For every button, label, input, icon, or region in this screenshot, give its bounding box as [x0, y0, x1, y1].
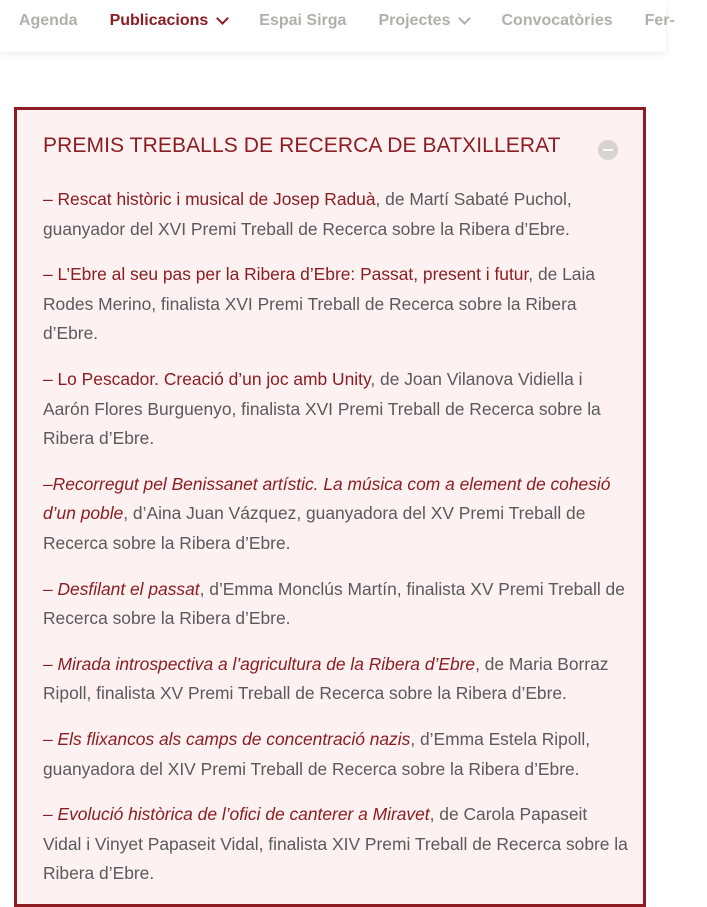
treball-description: , de Laia Rodes Merino, finalista XVI Premi Treball de Recerca sobre la Ribera d’Ebre.: [43, 264, 595, 344]
list-item: [43, 725, 628, 784]
nav-menu: [0, 0, 707, 42]
treball-description: , d’Emma Estela Ripoll, guanyadora del XIV Premi Treball de Recerca sobre la Ribera d’Ebre.: [43, 728, 591, 779]
nav-item-convocat-ries[interactable]: [501, 12, 612, 30]
list-item: [43, 185, 628, 244]
treball-link[interactable]: – Mirada introspectiva a l’agricultura de la Ribera d’Ebre: [43, 653, 476, 674]
list-item: [43, 575, 628, 634]
nav-item-espai-sirga[interactable]: [259, 12, 346, 30]
nav-item-label: Espai Sirga: [259, 12, 347, 29]
list-item: [43, 260, 628, 349]
nav-item-label: Projectes: [378, 12, 451, 29]
section-title: PREMIS TREBALLS DE RECERCA DE BATXILLERAT: [43, 134, 561, 157]
nav-item-label: Convocatòries: [501, 12, 613, 29]
chevron-down-icon: [459, 12, 472, 25]
treball-link[interactable]: – Evolució històrica de l’ofici de canterer a Miravet: [43, 804, 430, 825]
treball-description: , d’Aina Juan Vázquez, guanyadora del XV Premi Treball de Recerca sobre la Ribera d’Ebre.: [43, 503, 586, 553]
treball-link[interactable]: – Desfilant el passat: [43, 578, 200, 599]
minus-circle-icon[interactable]: [598, 140, 618, 160]
nav-item-agenda[interactable]: [19, 12, 78, 30]
nav-item-projectes[interactable]: [378, 12, 469, 30]
treball-link[interactable]: – L’Ebre al seu pas per la Ribera d’Ebre: Passat, present i futur: [43, 264, 529, 285]
treball-link[interactable]: –Recorregut pel Benissanet artístic. La música com a element de cohesió d’un poble: [43, 473, 611, 524]
treballs-list: [43, 185, 628, 905]
nav-item-label: Agenda: [18, 12, 78, 29]
nav-item-fer[interactable]: [645, 12, 675, 30]
treball-description: , de Maria Borraz Ripoll, finalista XV Premi Treball de Recerca sobre la Ribera d’Ebre.: [43, 653, 609, 704]
treball-description: , de Carola Papaseit Vidal i Vinyet Papaseit Vidal, finalista XIV Premi Treball de Recerca sobre la Ribera d’Ebre.: [43, 804, 628, 884]
list-item: [43, 365, 628, 454]
recerca-accordion-panel: [14, 107, 646, 907]
top-navigation: [0, 0, 675, 52]
nav-item-label: Fer-: [644, 12, 675, 29]
chevron-down-icon: [216, 12, 229, 25]
treball-description: , de Joan Vilanova Vidiella i Aarón Flores Burguenyo, finalista XVI Premi Treball de Recerca sobre la Ribera d’Ebre.: [43, 368, 601, 449]
nav-item-label: Publicacions: [109, 12, 209, 29]
treball-link[interactable]: – Els flixancos als camps de concentració nazis: [43, 728, 411, 749]
treball-link[interactable]: – Lo Pescador. Creació d’un joc amb Unity: [43, 368, 371, 389]
treball-link[interactable]: – Rescat històric i musical de Josep Raduà: [43, 189, 376, 209]
list-item: [43, 470, 628, 559]
treball-description: , de Martí Sabaté Puchol, guanyador del XVI Premi Treball de Recerca sobre la Ribera d’Ebre.: [43, 189, 572, 239]
treball-description: , d’Emma Monclús Martín, finalista XV Premi Treball de Recerca sobre la Ribera d’Ebre.: [43, 578, 625, 629]
list-item: [43, 800, 628, 889]
nav-item-publicacions[interactable]: [110, 12, 228, 30]
list-item: [43, 650, 628, 709]
